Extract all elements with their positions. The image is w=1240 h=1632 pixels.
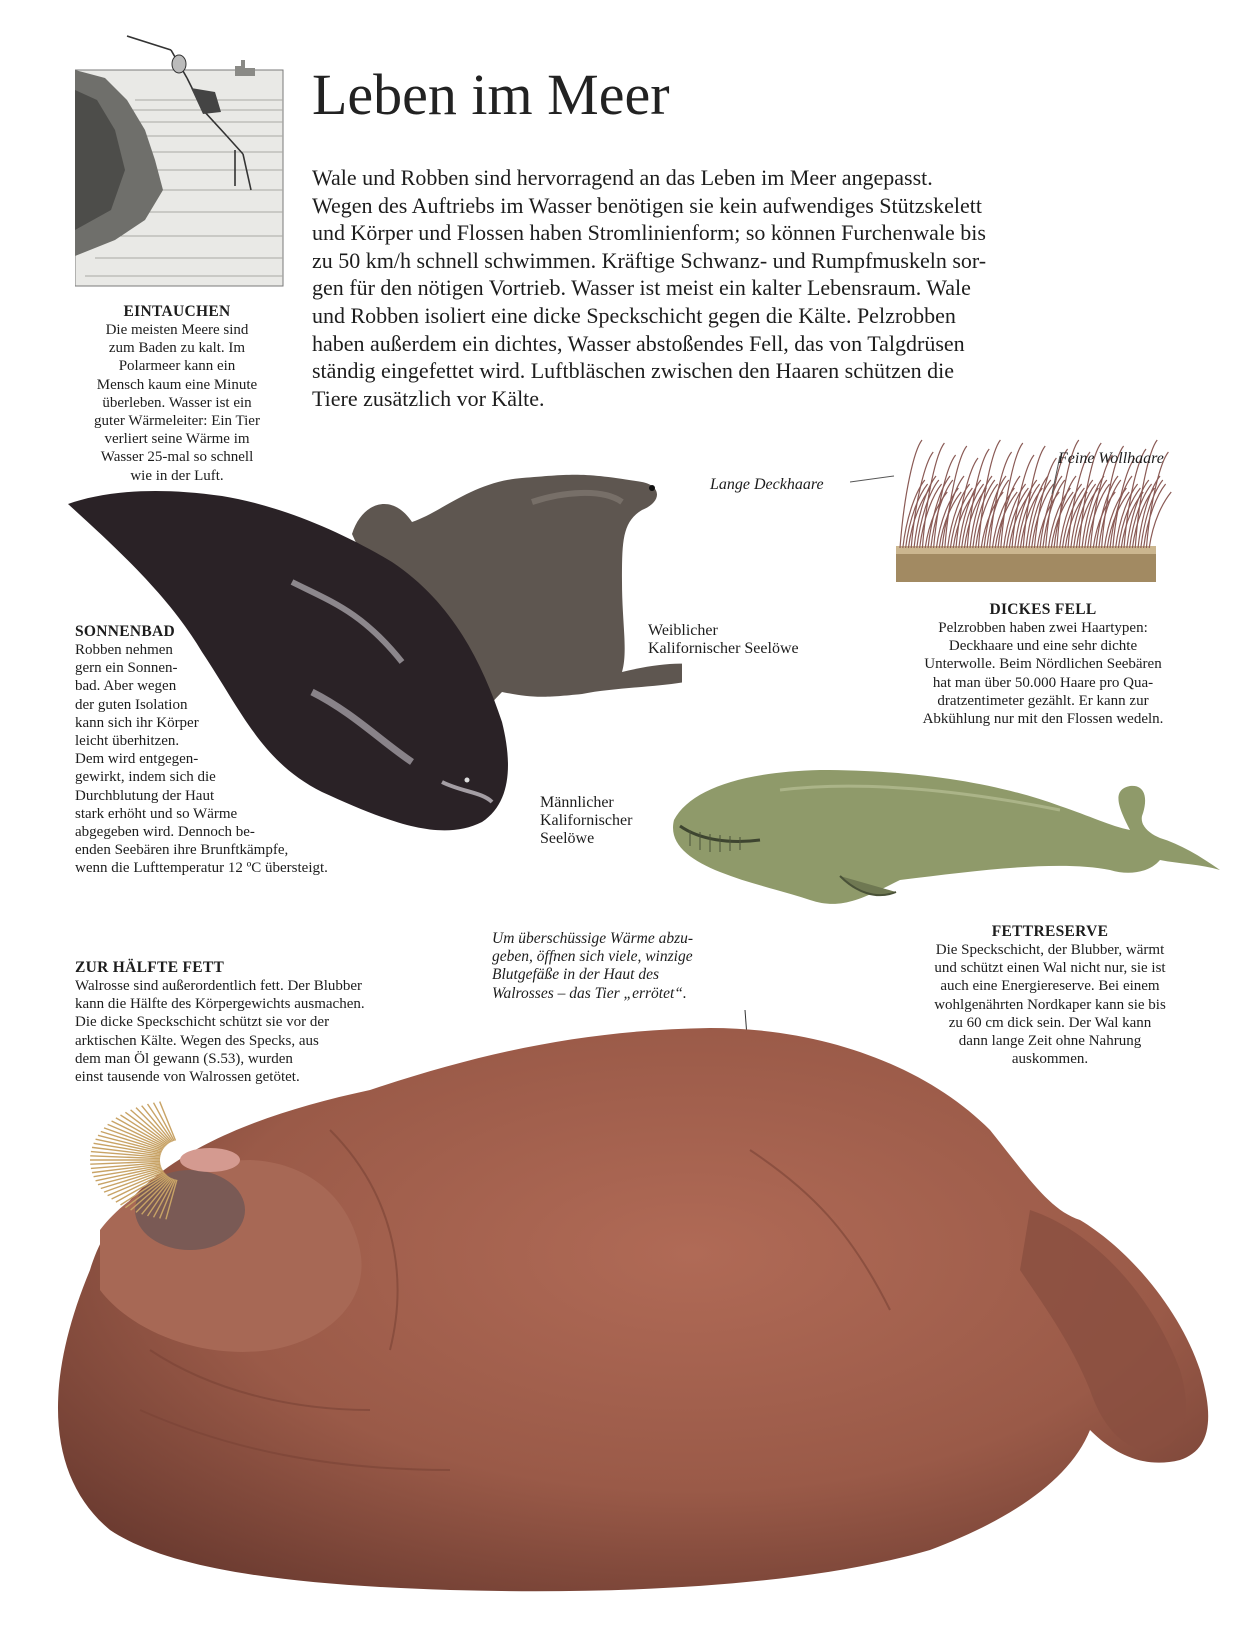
caption-fettreserve-text: Die Speckschicht, der Blubber, wärmt und schützt einen Wal nicht nur, sie ist auch eine Energiereserve. Bei einem wohlgenährten Nordkaper kann sie bis zu 60 cm dick sein. Der Wal kann dann lange Zeit ohne Nahrung auskommen. xyxy=(934,942,1166,1068)
label-feine-wollhaare: Feine Wollhaare xyxy=(1058,450,1164,467)
caption-sonnenbad xyxy=(75,622,395,878)
page-title: Leben im Meer xyxy=(312,62,670,127)
caption-dickes-fell xyxy=(888,600,1198,728)
caption-zur-haelfte-fett-text: Walrosse sind außerordentlich fett. Der Blubber kann die Hälfte des Körpergewichts ausmachen. Die dicke Speckschicht schützt sie vor der arktischen Kälte. Wegen des Specks, aus dem man Öl gewann (S.53), wurden einst tausende von Walrossen getötet. xyxy=(75,978,365,1086)
caption-dickes-fell-text: Pelzrobben haben zwei Haartypen: Deckhaare und eine sehr dichte Unterwolle. Beim Nördlichen Seebären hat man über 50.000 Haare pro Qua- dratzentimeter gezählt. Er kann zur Abkühlung nur mit den Flossen wedeln. xyxy=(922,620,1164,728)
diver-illustration xyxy=(75,30,285,288)
label-maennlicher-seeloewe: Männlicher Kalifornischer Seelöwe xyxy=(540,794,633,848)
caption-eintauchen xyxy=(72,302,282,485)
walross-note: Um überschüssige Wärme abzu- geben, öffnen sich viele, winzige Blutgefäße in der Haut des Walrosses – das Tier „errötet“. xyxy=(492,930,694,1002)
caption-dickes-fell-title: DICKES FELL xyxy=(989,601,1097,618)
caption-eintauchen-text: Die meisten Meere sind zum Baden zu kalt. Im Polarmeer kann ein Mensch kaum eine Minute überleben. Wasser ist ein guter Wärmeleiter: Ein Tier verliert seine Wärme im Wasser 25-mal so schnell wie in der Luft. xyxy=(94,322,260,484)
caption-zur-haelfte-fett-title: ZUR HÄLFTE FETT xyxy=(75,959,225,976)
caption-sonnenbad-title: SONNENBAD xyxy=(75,623,176,640)
caption-fettreserve-title: FETTRESERVE xyxy=(991,923,1109,940)
label-weiblicher-seeloewe: Weiblicher Kalifornischer Seelöwe xyxy=(648,622,799,658)
walrus-image xyxy=(30,1010,1220,1610)
intro-text: Wale und Robben sind hervorragend an das Leben im Meer angepasst. Wegen des Auftriebs im Wasser benötigen sie kein aufwendiges Stützskelett und Körper und Flossen haben Stromlinienform; so können Furchenwale bis zu 50 km/h schnell schwimmen. Kräftige Schwanz- und Rumpfmuskeln sor- gen für den nötigen Vortrieb. Wasser ist meist ein kalter Lebensraum. Wale und Robben isoliert eine dicke Speckschicht gegen die Kälte. Pelzrobben haben außerdem ein dichtes, Wasser abstoßendes Fell, das von Talgdrüsen ständig eingefettet wird. Luftbläschen zwischen den Haaren schützen die Tiere zusätzlich vor Kälte. xyxy=(312,165,987,411)
caption-sonnenbad-text: Robben nehmen gern ein Sonnen- bad. Aber wegen der guten Isolation kann sich ihr Körper leicht überhitzen. Dem wird entgegen- gewirkt, indem sich die Durchblutung der Haut stark erhöht und so Wärme abgegeben wird. Dennoch be- enden Seebären ihre Brunftkämpfe, wenn die Lufttemperatur 12 ºC übersteigt. xyxy=(75,642,328,877)
whale-illustration xyxy=(660,760,1230,920)
label-lange-deckhaare: Lange Deckhaare xyxy=(710,476,824,493)
caption-eintauchen-title: EINTAUCHEN xyxy=(123,303,231,320)
